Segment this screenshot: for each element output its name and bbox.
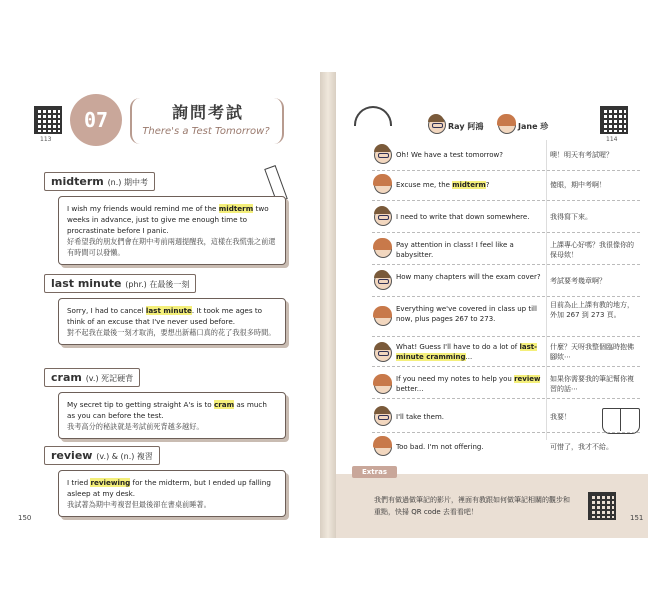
dialogue-zh: 什麼？天呀我整個臨時抱佛腳欸⋯ (550, 343, 634, 361)
divider (372, 432, 640, 433)
protractor-icon (354, 106, 392, 126)
dialogue-en: If you need my notes to help you review better... (396, 375, 541, 393)
vocab-word: review (51, 449, 93, 462)
extras-text: 我們有做過做筆記的影片，裡面有教跟如何做筆記相關的觀步和重點，快掃 QR code 去看看吧！ (374, 496, 570, 516)
highlight: midterm (452, 181, 486, 189)
divider (372, 336, 640, 337)
ray-avatar (374, 344, 392, 362)
example-en: Sorry, I had to cancel last minute. It took me ages to think of an excuse that I've never used before. (67, 306, 263, 326)
example-card (58, 196, 286, 265)
title-zh: 詢問考試 (171, 103, 244, 122)
example-card (58, 470, 286, 517)
example-zh: 我考高分的秘訣就是考試前死背越多越好。 (67, 422, 204, 431)
gutter (320, 72, 336, 538)
highlight: midterm (218, 204, 254, 213)
example-zh: 對不起我在最後一刻才取消，要想出新藉口真的花了我很多時間。 (67, 328, 276, 337)
example-zh: 我試著為期中考複習但最後卻在書桌前睡著。 (67, 500, 211, 509)
dialogue-en: Too bad. I'm not offering. (396, 443, 484, 451)
divider (372, 366, 640, 367)
divider (372, 200, 640, 201)
jane-avatar (374, 308, 392, 326)
qr-number: 114 (606, 136, 618, 143)
ray-avatar (374, 208, 392, 226)
qr-number: 113 (40, 136, 52, 143)
divider (372, 296, 640, 297)
vocab-label (44, 274, 196, 293)
vocab-pos: (v.) 死記硬背 (85, 374, 134, 383)
dialogue-zh: 我得寫下來。 (550, 213, 592, 221)
highlight: last-minute cramming (396, 343, 538, 361)
divider (372, 264, 640, 265)
dialogue-zh: 考試要考幾章啊？ (550, 277, 606, 285)
column-divider (546, 140, 547, 440)
divider (372, 398, 640, 399)
ray-avatar (428, 116, 446, 134)
qr-code-icon[interactable] (588, 492, 616, 520)
vocab-word: last minute (51, 277, 122, 290)
dialogue-zh: 我要！ (550, 413, 571, 421)
jane-avatar (498, 116, 516, 134)
ray-avatar (374, 146, 392, 164)
ray-avatar (374, 408, 392, 426)
vocab-pos: (n.) 期中考 (107, 178, 148, 187)
divider (372, 170, 640, 171)
title-en: There's a Test Tomorrow? (142, 126, 270, 137)
dialogue-en: I'll take them. (396, 413, 445, 421)
left-page (8, 72, 320, 538)
extras-box (336, 468, 648, 538)
dialogue-en: What! Guess I'll have to do a lot of last-minute cramming... (396, 343, 538, 361)
highlight: cram (213, 400, 235, 409)
jane-avatar (374, 176, 392, 194)
vocab-label (44, 446, 160, 465)
jane-avatar (374, 240, 392, 258)
dialogue-zh: 可惜了，我才不給。 (550, 443, 613, 451)
dialogue-en: Oh! We have a test tomorrow? (396, 151, 503, 159)
ray-avatar (374, 272, 392, 290)
highlight: review (514, 375, 541, 383)
qr-code-icon[interactable] (34, 106, 62, 134)
dialogue-zh: 如果你需要我的筆記幫你複習的話⋯ (550, 375, 634, 393)
dialogue-en: How many chapters will the exam cover? (396, 273, 541, 281)
example-zh: 好希望我的朋友們會在期中考前兩週提醒我，這樣在我慌張之前還有時間可以發懶。 (67, 237, 276, 257)
vocab-pos: (phr.) 在最後一刻 (125, 280, 190, 289)
character-name: Ray 阿鴻 (448, 122, 484, 131)
dialogue-zh: 傻眼，期中考啊！ (550, 181, 606, 189)
divider (372, 232, 640, 233)
extras-label: Extras (352, 466, 397, 478)
example-en: I wish my friends would remind me of the midterm two weeks in advance, just to give me enough time to procrastinate before I panic. (67, 204, 269, 235)
vocab-label (44, 368, 140, 387)
vocab-word: cram (51, 371, 82, 384)
vocab-pos: (v.) & (n.) 複習 (96, 452, 153, 461)
example-card (58, 298, 286, 345)
dialogue-en: Everything we've covered in class up till now, plus pages 267 to 273. (396, 305, 537, 323)
qr-code-icon[interactable] (600, 106, 628, 134)
dialogue-zh: 噢！明天有考試喔？ (550, 151, 613, 159)
book-icon (602, 408, 640, 434)
page-number: 151 (630, 514, 644, 522)
dialogue-en: I need to write that down somewhere. (396, 213, 530, 221)
jane-avatar (374, 376, 392, 394)
example-card (58, 392, 286, 439)
highlight: reviewing (90, 478, 131, 487)
highlight: last minute (145, 306, 192, 315)
jane-avatar (374, 438, 392, 456)
dialogue-en: Pay attention in class! I feel like a babysitter. (396, 241, 514, 259)
vocab-label (44, 172, 155, 191)
dialogue-zh: 上課專心好嗎？我很像你的保母欸！ (550, 241, 634, 259)
chapter-number: 07 (70, 94, 122, 146)
example-en: My secret tip to getting straight A's is to cram as much as you can before the test. (67, 400, 267, 420)
character-name: Jane 珍 (518, 122, 549, 131)
book-spread (8, 72, 648, 538)
right-page (336, 72, 648, 538)
vocab-word: midterm (51, 175, 104, 188)
dialogue-zh: 目前為止上課有教的地方，外加 267 到 273 頁。 (550, 301, 634, 319)
dialogue-en: Excuse me, the midterm? (396, 181, 490, 189)
example-en: I tried reviewing for the midterm, but I ended up falling asleep at my desk. (67, 478, 271, 498)
page-number: 150 (18, 514, 32, 522)
